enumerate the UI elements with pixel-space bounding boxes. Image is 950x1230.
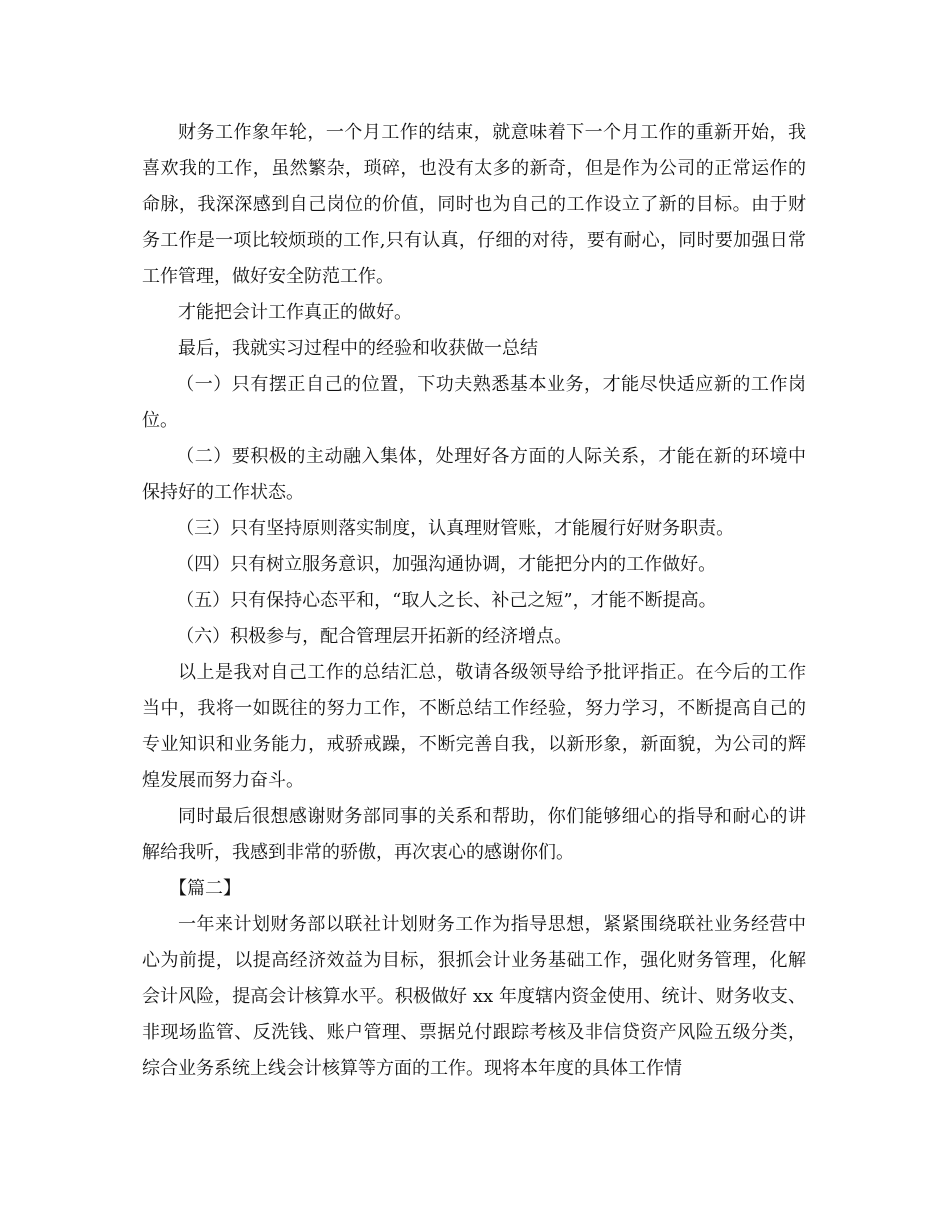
paragraph-intro: 财务工作象年轮，一个月工作的结束，就意味着下一个月工作的重新开始，我喜欢我的工作，虽然繁杂，琐碎，也没有太多的新奇，但是作为公司的正常运作的命脉，我深深感到自己岗位的价值，同时也为自己的工作设立了新的目标。由于财务工作是一项比较烦琐的工作,只有认真，仔细的对待，要有耐心，同时要加强日常工作管理，做好安全防范工作。 [142, 122, 806, 287]
list-item-2: （二）要积极的主动融入集体，处理好各方面的人际关系，才能在新的环境中保持好的工作状态。 [142, 446, 806, 503]
list-item-6: （六）积极参与，配合管理层开拓新的经济增点。 [176, 626, 573, 647]
paragraph-thanks: 同时最后很想感谢财务部同事的关系和帮助，你们能够细心的指导和耐心的讲解给我听，我感到非常的骄傲，再次衷心的感谢你们。 [142, 806, 806, 863]
list-item-5: （五）只有保持心态平和，“取人之长、补己之短”，才能不断提高。 [176, 590, 717, 611]
paragraph-annual-report: 一年来计划财务部以联社计划财务工作为指导思想，紧紧围绕联社业务经营中心为前提，以提高经济效益为目标，狠抓会计业务基础工作，强化财务管理，化解会计风险，提高会计核算水平。积极做好 xx 年度辖内资金使用、统计、财务收支、非现场监管、反洗钱、账户管理、票据兑付跟踪考核及非信贷资产风险五级分类，综合业务系统上线会计核算等方面的工作。现将本年度的具体工作情 [142, 914, 806, 1079]
list-item-4: （四）只有树立服务意识，加强沟通协调，才能把分内的工作做好。 [176, 554, 717, 575]
section-heading: 【篇二】 [169, 878, 241, 899]
paragraph-conclusion: 以上是我对自己工作的总结汇总，敬请各级领导给予批评指正。在今后的工作当中，我将一如既往的努力工作，不断总结工作经验，努力学习，不断提高自己的专业知识和业务能力，戒骄戒躁，不断完善自我，以新形象，新面貌，为公司的辉煌发展而努力奋斗。 [142, 662, 806, 791]
document-page [142, 115, 806, 1087]
paragraph-summary-lead: 最后，我就实习过程中的经验和收获做一总结 [178, 338, 538, 359]
list-item-1: （一）只有摆正自己的位置，下功夫熟悉基本业务，才能尽快适应新的工作岗位。 [142, 374, 806, 431]
list-item-3: （三）只有坚持原则落实制度，认真理财管账，才能履行好财务职责。 [176, 518, 735, 539]
paragraph-accounting: 才能把会计工作真正的做好。 [178, 302, 412, 323]
